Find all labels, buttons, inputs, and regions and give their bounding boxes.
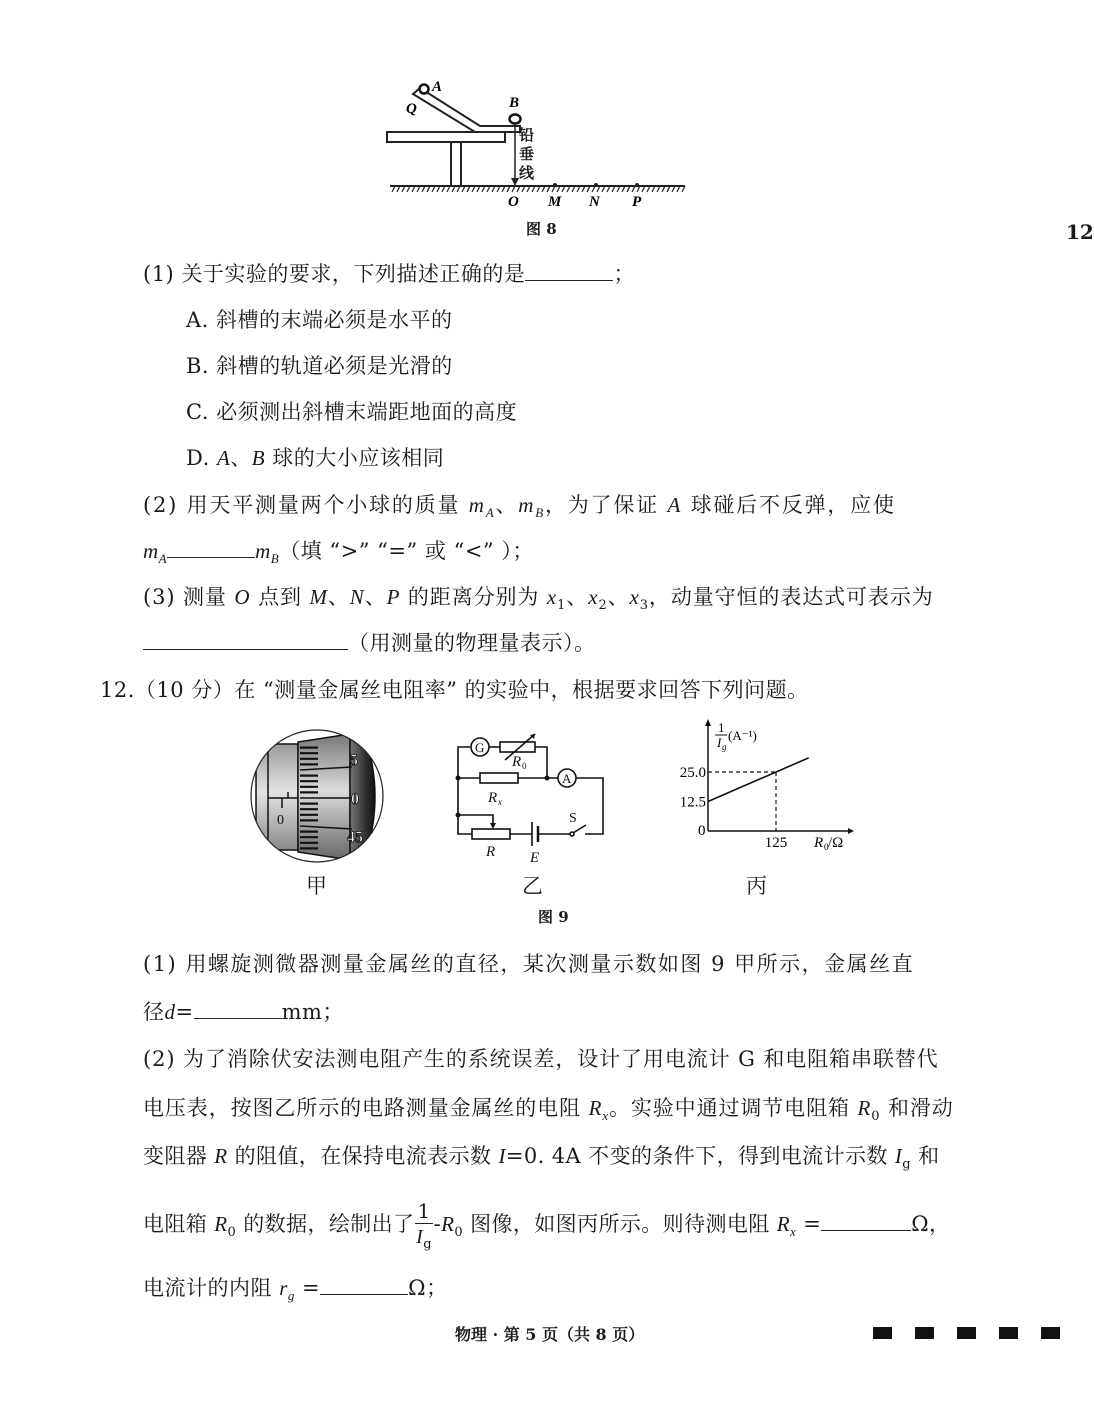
- label-n: N: [589, 194, 600, 210]
- label-b: B: [509, 95, 520, 111]
- text: 用螺旋测微器测量金属丝的直径，某次测量示数如图 9 甲所示，金属丝直: [185, 952, 915, 976]
- option-text: 球的大小应该相同: [265, 446, 445, 470]
- q11-p2-line2: [143, 537, 534, 573]
- y-label-unit: (A⁻¹): [728, 728, 757, 743]
- var-d: d: [164, 1000, 176, 1024]
- text: 和: [911, 1144, 940, 1168]
- sleeve-zero-label: 0: [277, 813, 284, 828]
- subscript: x: [789, 1224, 797, 1239]
- separator: 、: [230, 446, 252, 470]
- var-i: I: [416, 1225, 424, 1248]
- subscript: A: [158, 551, 168, 566]
- ball-b: [510, 115, 521, 124]
- var-x: x: [588, 585, 599, 609]
- subscript: 0: [871, 1109, 881, 1124]
- equals: =: [175, 1000, 194, 1024]
- text: 图像，如图丙所示。则待测电阻: [463, 1212, 777, 1236]
- figure-8-caption: 图 8: [526, 220, 557, 238]
- q12-p2-line2: [143, 1094, 954, 1131]
- q12-heading: [100, 676, 809, 704]
- option-text: 斜槽的轨道必须是光滑的: [216, 354, 453, 378]
- q11-p1-text: 关于实验的要求，下列描述正确的是: [181, 262, 526, 286]
- option-c: [186, 398, 517, 426]
- subscript: A: [485, 505, 496, 520]
- q12-p1-line1: [143, 950, 914, 978]
- q12-p1-prefix: (1): [143, 952, 178, 976]
- var-r: R: [214, 1212, 228, 1236]
- registration-mark: [873, 1327, 892, 1339]
- text: （用测量的物理量表示）。: [348, 631, 596, 655]
- var-i: I: [498, 1144, 506, 1168]
- page-footer: 物理 · 第 5 页（共 8 页）: [455, 1325, 645, 1344]
- label-r0-sub: 0: [522, 761, 527, 771]
- x-tick-label: 125: [764, 835, 788, 851]
- q11-p1-suffix: ；: [613, 262, 635, 286]
- registration-mark: [915, 1327, 934, 1339]
- label-rx-sub: x: [498, 797, 502, 807]
- y-axis-arrow: [705, 719, 711, 726]
- var-m: M: [309, 585, 328, 609]
- subscript: 0: [454, 1225, 463, 1240]
- label-r: R: [486, 844, 496, 860]
- question-number: 12.: [100, 678, 135, 702]
- label-m: M: [548, 194, 562, 210]
- table-leg: [451, 142, 461, 186]
- text: 径: [143, 1000, 165, 1024]
- var-p: P: [386, 585, 401, 609]
- graph-1-over-ig-vs-r0: [668, 714, 858, 864]
- inclined-chute: [413, 88, 520, 132]
- fraction-denominator: [415, 1224, 432, 1251]
- var-r: R: [857, 1096, 872, 1120]
- x-axis-arrow: [848, 828, 854, 834]
- wire: [458, 815, 493, 826]
- table-top: [387, 132, 505, 142]
- label-r0: R: [512, 754, 522, 770]
- option-text: 斜槽的末端必须是水平的: [216, 308, 453, 332]
- wire: [535, 747, 547, 778]
- y-tick-label: 12.5: [679, 794, 706, 811]
- registration-mark: [957, 1327, 976, 1339]
- text: ，为了保证: [544, 493, 668, 517]
- wire: [576, 778, 603, 834]
- text: =0. 4A 不变的条件下，得到电流计示数: [505, 1144, 895, 1168]
- subscript: g: [423, 1236, 432, 1252]
- y-tick-label: 25.0: [679, 765, 706, 781]
- var-r: R: [214, 1144, 228, 1168]
- rheostat-r: [472, 829, 510, 839]
- text: 。实验中通过调节电阻箱: [608, 1096, 858, 1120]
- question-score: （10 分）: [134, 678, 235, 702]
- q11-p1-prefix: (1): [143, 262, 175, 286]
- subscript: B: [535, 505, 545, 520]
- unit: Ω；: [408, 1276, 448, 1300]
- subscript: 2: [598, 598, 608, 613]
- plumb-line-label: 铅垂线: [519, 126, 535, 182]
- x-axis-label-unit: /Ω: [828, 835, 844, 851]
- circuit-figure: [450, 722, 615, 867]
- var-m: m: [143, 539, 159, 563]
- label-a: A: [432, 79, 443, 95]
- var-r: R: [588, 1096, 603, 1120]
- y-label-num: 1: [718, 720, 725, 735]
- text: 用天平测量两个小球的质量: [186, 493, 469, 517]
- label-a: A: [562, 771, 572, 786]
- x-axis-label-sub: 0: [824, 842, 829, 852]
- var-b: B: [251, 446, 266, 470]
- q11-p2-prefix: (2): [143, 493, 179, 517]
- var-m: m: [518, 493, 536, 517]
- label-s: S: [569, 811, 577, 826]
- fraction-numerator: 1: [417, 1198, 431, 1223]
- var-x: x: [629, 585, 640, 609]
- var-r: R: [441, 1212, 455, 1236]
- label-q: Q: [406, 101, 417, 117]
- point-p: [635, 183, 639, 187]
- q11-p2-line1: [143, 491, 896, 527]
- resistance-box-r0: [500, 742, 535, 752]
- q12-p2-line5: [143, 1274, 448, 1310]
- figure-9-sub-yi: 乙: [522, 874, 543, 898]
- label-rx: R: [488, 790, 498, 806]
- q11-p3-line2: [143, 629, 596, 657]
- var-x: x: [546, 585, 558, 609]
- q12-p1-line2: [143, 998, 344, 1026]
- answer-blank-q11-1[interactable]: [525, 262, 613, 281]
- wire: [458, 747, 470, 778]
- question-intro: 在 “测量金属丝电阻率” 的实验中，根据要求回答下列问题。: [234, 678, 809, 702]
- fraction-1-over-ig: [415, 1198, 432, 1252]
- text: 变阻器: [143, 1144, 215, 1168]
- figure-8: [380, 76, 690, 236]
- x-axis-label-r: R: [814, 835, 824, 851]
- text: ，动量守恒的表达式可表示为: [648, 585, 934, 609]
- subscript: B: [270, 551, 280, 566]
- unit: Ω，: [911, 1212, 951, 1236]
- point-m: [553, 183, 557, 187]
- var-m: m: [468, 493, 486, 517]
- text: （填 “>” “=” 或 “<” ）；: [279, 539, 534, 563]
- option-letter: B.: [186, 354, 210, 378]
- q11-p1: [143, 260, 635, 288]
- thimble-mark-0: 0: [351, 791, 359, 808]
- registration-mark: [1041, 1327, 1060, 1339]
- option-b: [186, 352, 453, 380]
- figure-9-sub-jia: 甲: [306, 874, 327, 898]
- answer-blank-q12-rx[interactable]: [821, 1212, 911, 1231]
- y-label-den-sub: g: [722, 742, 727, 752]
- separator: 、: [495, 493, 519, 517]
- var-r: R: [776, 1212, 790, 1236]
- text: 的数据，绘制出了: [236, 1212, 415, 1236]
- text: 电流计的内阻: [143, 1276, 280, 1300]
- label-g: G: [475, 740, 485, 755]
- micrometer-diagram: [250, 732, 385, 862]
- subscript: x: [602, 1108, 609, 1123]
- label-e: E: [530, 850, 540, 866]
- thimble-mark-45: 45: [347, 829, 363, 846]
- label-o: O: [508, 194, 519, 210]
- micrometer-figure: [250, 732, 385, 862]
- equals: =: [294, 1276, 321, 1300]
- option-letter: C.: [186, 400, 209, 424]
- subscript: g: [287, 1288, 295, 1303]
- margin-number: 12: [1066, 220, 1094, 244]
- var-a: A: [216, 446, 231, 470]
- switch-blade: [573, 825, 586, 833]
- option-d: [186, 444, 444, 472]
- q12-p2-line3: [143, 1142, 939, 1179]
- answer-blank-q11-2[interactable]: [167, 539, 255, 558]
- text: 为了消除伏安法测电阻产生的系统误差，设计了用电流计 G 和电阻箱串联替代: [183, 1047, 939, 1071]
- ball-a: [420, 85, 429, 94]
- series-line: [708, 758, 809, 802]
- subscript: 0: [227, 1225, 237, 1240]
- text: 的阻值，在保持电流表示数: [227, 1144, 499, 1168]
- figure-9-caption: 图 9: [538, 908, 569, 926]
- text: 和滑动: [880, 1096, 954, 1120]
- q12-p2-line1: [143, 1045, 939, 1073]
- text: 电压表，按图乙所示的电路测量金属丝的电阻: [143, 1096, 589, 1120]
- q11-p3-line1: (3) 测量 O 点到 M、N、P 的距离分别为 $x_1$、$x_2$、$x_3$，动量守恒的表达式可表示为: [143, 585, 934, 613]
- q12-p2-prefix: (2): [143, 1047, 176, 1071]
- text: 点到: [250, 585, 310, 609]
- var-a: A: [667, 493, 683, 517]
- option-letter: D.: [186, 446, 210, 470]
- label-p: P: [632, 194, 642, 210]
- registration-mark: [999, 1327, 1018, 1339]
- answer-blank-q12-rg[interactable]: [320, 1276, 408, 1295]
- subscript: 1: [557, 598, 567, 613]
- option-text: 必须测出斜槽末端距地面的高度: [216, 400, 518, 424]
- answer-blank-q11-3[interactable]: [143, 631, 348, 650]
- var-r: r: [279, 1276, 288, 1300]
- answer-blank-q12-1[interactable]: [194, 1000, 282, 1019]
- unit: mm；: [281, 1000, 344, 1024]
- text: 球碰后不反弹，应使: [682, 493, 896, 517]
- point-n: [594, 183, 598, 187]
- origin-label: 0: [698, 823, 706, 839]
- var-o: O: [234, 585, 251, 609]
- subscript: g: [902, 1157, 911, 1172]
- var-i: I: [894, 1144, 903, 1168]
- subscript: 3: [639, 598, 649, 613]
- thimble-mark-5: 5: [350, 752, 358, 769]
- equals: =: [796, 1212, 822, 1236]
- figure-9-sub-bing: 丙: [746, 874, 767, 898]
- var-n: N: [349, 585, 365, 609]
- dash: -: [433, 1212, 442, 1236]
- y-label-den: I: [717, 735, 722, 750]
- text: 测量: [183, 585, 235, 609]
- var-m: m: [255, 539, 271, 563]
- plumb-arrow: [511, 178, 519, 186]
- q12-p2-line4: [143, 1196, 950, 1261]
- wire: [458, 778, 472, 834]
- option-a: [186, 306, 453, 334]
- circuit-diagram: [450, 722, 615, 867]
- option-letter: A.: [186, 308, 209, 332]
- text: 的距离分别为: [400, 585, 547, 609]
- text: 电阻箱: [143, 1212, 215, 1236]
- q11-p3-prefix: (3): [143, 585, 176, 609]
- graph-figure: [668, 714, 858, 864]
- resistor-rx: [480, 773, 518, 783]
